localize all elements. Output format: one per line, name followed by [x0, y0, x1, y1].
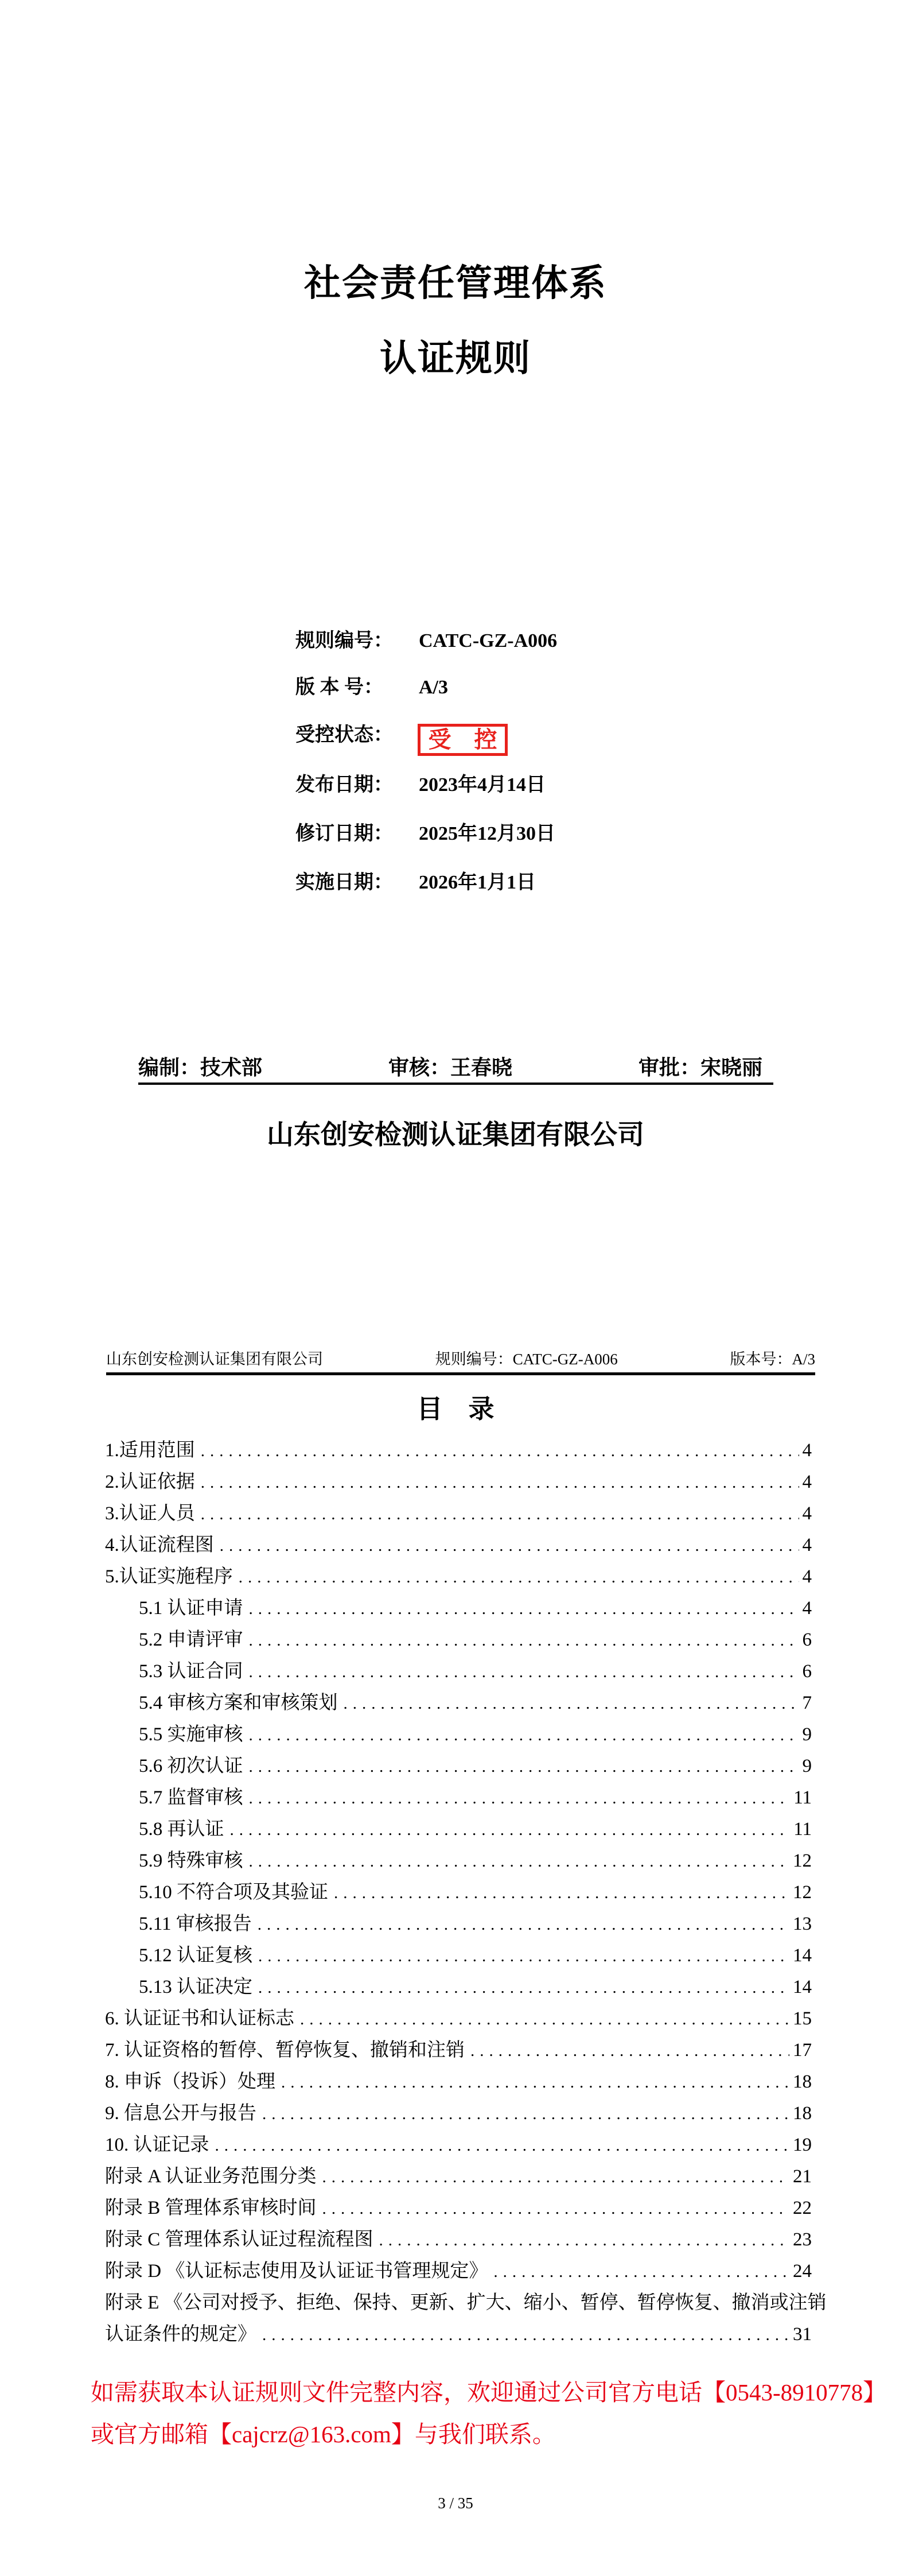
toc-entry — [105, 1687, 812, 1719]
toc-page-number: 4 — [802, 1472, 812, 1492]
toc-page-number: 4 — [802, 1566, 812, 1587]
toc-page-number: 4 — [802, 1598, 812, 1619]
toc-entry-text: 5.11 审核报告 — [139, 1914, 252, 1934]
toc-entry — [105, 1814, 812, 1845]
toc-entry — [105, 2066, 812, 2098]
toc-dotted-leader — [249, 1846, 790, 1877]
toc-page-number: 4 — [802, 1535, 812, 1555]
toc-entry — [105, 1845, 812, 1877]
toc-dotted-leader — [334, 1877, 789, 1909]
meta-row-controlled-status — [295, 726, 394, 748]
toc-entry — [105, 1908, 812, 1940]
toc-page-number: 31 — [793, 2324, 812, 2345]
toc-entry — [105, 2256, 812, 2287]
toc-dotted-leader — [262, 2098, 789, 2130]
contact-notice-line1: 如需获取本认证规则文件完整内容，欢迎通过公司官方电话【0543-8910778】 — [91, 2379, 887, 2406]
toc-list — [105, 1435, 827, 2350]
toc-page-number: 11 — [793, 1819, 812, 1840]
toc-page-number: 12 — [793, 1882, 812, 1903]
toc-entry — [105, 2319, 812, 2350]
toc-entry-text: 附录 E 《公司对授予、拒绝、保持、更新、扩大、缩小、暂停、暂停恢复、撤消或注销 — [105, 2292, 827, 2313]
toc-entry — [105, 1435, 812, 1467]
toc-entry — [105, 2161, 812, 2193]
toc-dotted-leader — [493, 2256, 789, 2288]
toc-dotted-leader — [249, 1751, 799, 1783]
toc-page-number: 17 — [793, 2040, 812, 2061]
rule-number-value: CATC-GZ-A006 — [419, 630, 558, 651]
toc-entry — [105, 1498, 812, 1530]
toc-dotted-leader — [249, 1656, 799, 1688]
approved-by: 审批：宋晓丽 — [639, 1056, 763, 1079]
toc-dotted-leader — [249, 1783, 791, 1814]
header-divider-line — [106, 1372, 815, 1375]
toc-entry — [105, 1751, 812, 1782]
toc-entry-text: 附录 D 《认证标志使用及认证证书管理规定》 — [105, 2261, 488, 2282]
toc-entry-text: 5.9 特殊审核 — [139, 1850, 243, 1871]
toc-entry-text: 6. 认证证书和认证标志 — [105, 2008, 294, 2029]
revision-date-value: 2025年12月30日 — [419, 823, 555, 844]
toc-entry — [105, 1656, 812, 1687]
header-rule-number: 规则编号：CATC-GZ-A006 — [435, 1351, 618, 1368]
signature-divider-line — [138, 1083, 773, 1085]
toc-entry-text: 5.2 申请评审 — [139, 1630, 243, 1650]
toc-page-number: 6 — [802, 1630, 812, 1650]
meta-row-revision-date — [295, 824, 555, 847]
toc-dotted-leader — [470, 2035, 789, 2067]
toc-entry-text: 4.认证流程图 — [105, 1535, 214, 1555]
toc-entry — [105, 2287, 827, 2319]
toc-entry — [105, 1940, 812, 1972]
toc-entry-text: 3.认证人员 — [105, 1503, 195, 1524]
toc-dotted-leader — [201, 1467, 799, 1499]
toc-entry-text: 5.认证实施程序 — [105, 1566, 233, 1587]
page-number-footer: 3 / 35 — [438, 2494, 473, 2512]
toc-entry — [105, 1593, 812, 1624]
toc-entry-text: 附录 A 认证业务范围分类 — [105, 2166, 317, 2187]
toc-page-number: 14 — [793, 1945, 812, 1966]
contact-notice-line2: 或官方邮箱【cajcrz@163.com】与我们联系。 — [91, 2421, 556, 2447]
company-name: 山东创安检测认证集团有限公司 — [267, 1119, 644, 1150]
toc-page-number: 15 — [793, 2008, 812, 2029]
toc-entry-text: 附录 C 管理体系认证过程流程图 — [105, 2229, 373, 2250]
revision-date-label: 修订日期： — [295, 823, 393, 844]
toc-entry — [105, 2224, 812, 2256]
meta-row-version — [295, 678, 448, 701]
prepared-by: 编制：技术部 — [138, 1056, 263, 1079]
reviewed-by: 审核：王春晓 — [388, 1056, 513, 1079]
toc-entry — [105, 2129, 812, 2161]
toc-entry-text: 5.13 认证决定 — [139, 1977, 252, 1997]
toc-page-number: 18 — [793, 2103, 812, 2124]
toc-entry-text: 5.1 认证申请 — [139, 1598, 243, 1619]
toc-page-number: 18 — [793, 2071, 812, 2092]
toc-entry — [105, 2098, 812, 2129]
toc-entry-text: 7. 认证资格的暂停、暂停恢复、撤销和注销 — [105, 2040, 465, 2061]
toc-entry-text: 5.8 再认证 — [139, 1819, 224, 1840]
toc-entry-text: 认证条件的规定》 — [105, 2324, 256, 2345]
toc-entry — [105, 2035, 812, 2066]
toc-dotted-leader — [322, 2193, 789, 2225]
toc-entry — [105, 1719, 812, 1751]
toc-dotted-leader — [249, 1593, 799, 1625]
toc-entry — [105, 2193, 812, 2224]
toc-page-number: 21 — [793, 2166, 812, 2187]
toc-page-number: 11 — [793, 1787, 812, 1808]
toc-page-number: 7 — [802, 1693, 812, 1713]
meta-row-issue-date — [295, 775, 546, 798]
toc-dotted-leader — [344, 1688, 799, 1720]
toc-entry-text: 10. 认证记录 — [105, 2135, 209, 2155]
toc-dotted-leader — [239, 1562, 799, 1593]
toc-entry-text: 9. 信息公开与报告 — [105, 2103, 256, 2124]
page-header — [106, 1352, 815, 1367]
version-value: A/3 — [419, 677, 448, 698]
toc-entry-text: 5.10 不符合项及其验证 — [139, 1882, 328, 1903]
toc-page-number: 23 — [793, 2229, 812, 2250]
toc-page-number: 4 — [802, 1503, 812, 1524]
toc-entry-text: 5.5 实施审核 — [139, 1724, 243, 1745]
toc-entry — [105, 1561, 812, 1593]
issue-date-value: 2023年4月14日 — [419, 774, 546, 796]
toc-entry-text: 5.12 认证复核 — [139, 1945, 252, 1966]
toc-entry-text: 附录 B 管理体系审核时间 — [105, 2198, 317, 2218]
toc-dotted-leader — [230, 1814, 791, 1846]
toc-heading: 目 录 — [416, 1395, 495, 1423]
toc-entry — [105, 1782, 812, 1814]
version-label: 版 本 号： — [295, 677, 383, 698]
toc-dotted-leader — [258, 1909, 789, 1941]
toc-dotted-leader — [220, 1530, 799, 1562]
toc-dotted-leader — [258, 1972, 789, 2004]
meta-row-rule-number — [295, 631, 557, 654]
toc-dotted-leader — [201, 1499, 799, 1530]
toc-entry-text: 5.7 监督审核 — [139, 1787, 243, 1808]
toc-dotted-leader — [258, 1941, 789, 1972]
controlled-status-label: 受控状态： — [295, 724, 393, 746]
toc-entry-text: 5.6 初次认证 — [139, 1756, 243, 1776]
document-title-line1: 社会责任管理体系 — [304, 263, 607, 304]
toc-dotted-leader — [281, 2067, 789, 2098]
implementation-date-value: 2026年1月1日 — [419, 872, 536, 893]
toc-entry-text: 1.适用范围 — [105, 1440, 195, 1461]
toc-entry-text: 8. 申诉（投诉）处理 — [105, 2071, 275, 2092]
toc-entry-text: 5.4 审核方案和审核策划 — [139, 1693, 338, 1713]
toc-dotted-leader — [201, 1436, 799, 1467]
toc-entry — [105, 2003, 812, 2035]
toc-page-number: 12 — [793, 1850, 812, 1871]
toc-entry — [105, 1467, 812, 1498]
toc-dotted-leader — [249, 1720, 799, 1751]
meta-row-implementation-date — [295, 873, 536, 896]
toc-entry — [105, 1877, 812, 1908]
issue-date-label: 发布日期： — [295, 774, 393, 796]
toc-entry-text: 5.3 认证合同 — [139, 1661, 243, 1682]
toc-page-number: 19 — [793, 2135, 812, 2155]
toc-entry-text: 2.认证依据 — [105, 1472, 195, 1492]
header-company: 山东创安检测认证集团有限公司 — [106, 1351, 323, 1368]
toc-dotted-leader — [322, 2162, 789, 2193]
toc-dotted-leader — [300, 2004, 789, 2035]
toc-dotted-leader — [249, 1625, 799, 1656]
toc-page-number: 14 — [793, 1977, 812, 1997]
implementation-date-label: 实施日期： — [295, 872, 393, 893]
header-version: 版本号：A/3 — [730, 1351, 815, 1368]
toc-page-number: 24 — [793, 2261, 812, 2282]
toc-entry — [105, 1972, 812, 2003]
toc-page-number: 9 — [802, 1756, 812, 1776]
rule-number-label: 规则编号： — [295, 630, 393, 651]
toc-page-number: 13 — [793, 1914, 812, 1934]
controlled-stamp: 受 控 — [418, 724, 508, 756]
toc-dotted-leader — [215, 2130, 790, 2162]
toc-entry — [105, 1624, 812, 1656]
toc-page-number: 6 — [802, 1661, 812, 1682]
toc-page-number: 9 — [802, 1724, 812, 1745]
toc-dotted-leader — [262, 2319, 789, 2351]
toc-dotted-leader — [379, 2225, 789, 2256]
toc-entry — [105, 1530, 812, 1561]
toc-page-number: 22 — [793, 2198, 812, 2218]
document-title-line2: 认证规则 — [380, 338, 531, 379]
toc-page-number: 4 — [802, 1440, 812, 1461]
